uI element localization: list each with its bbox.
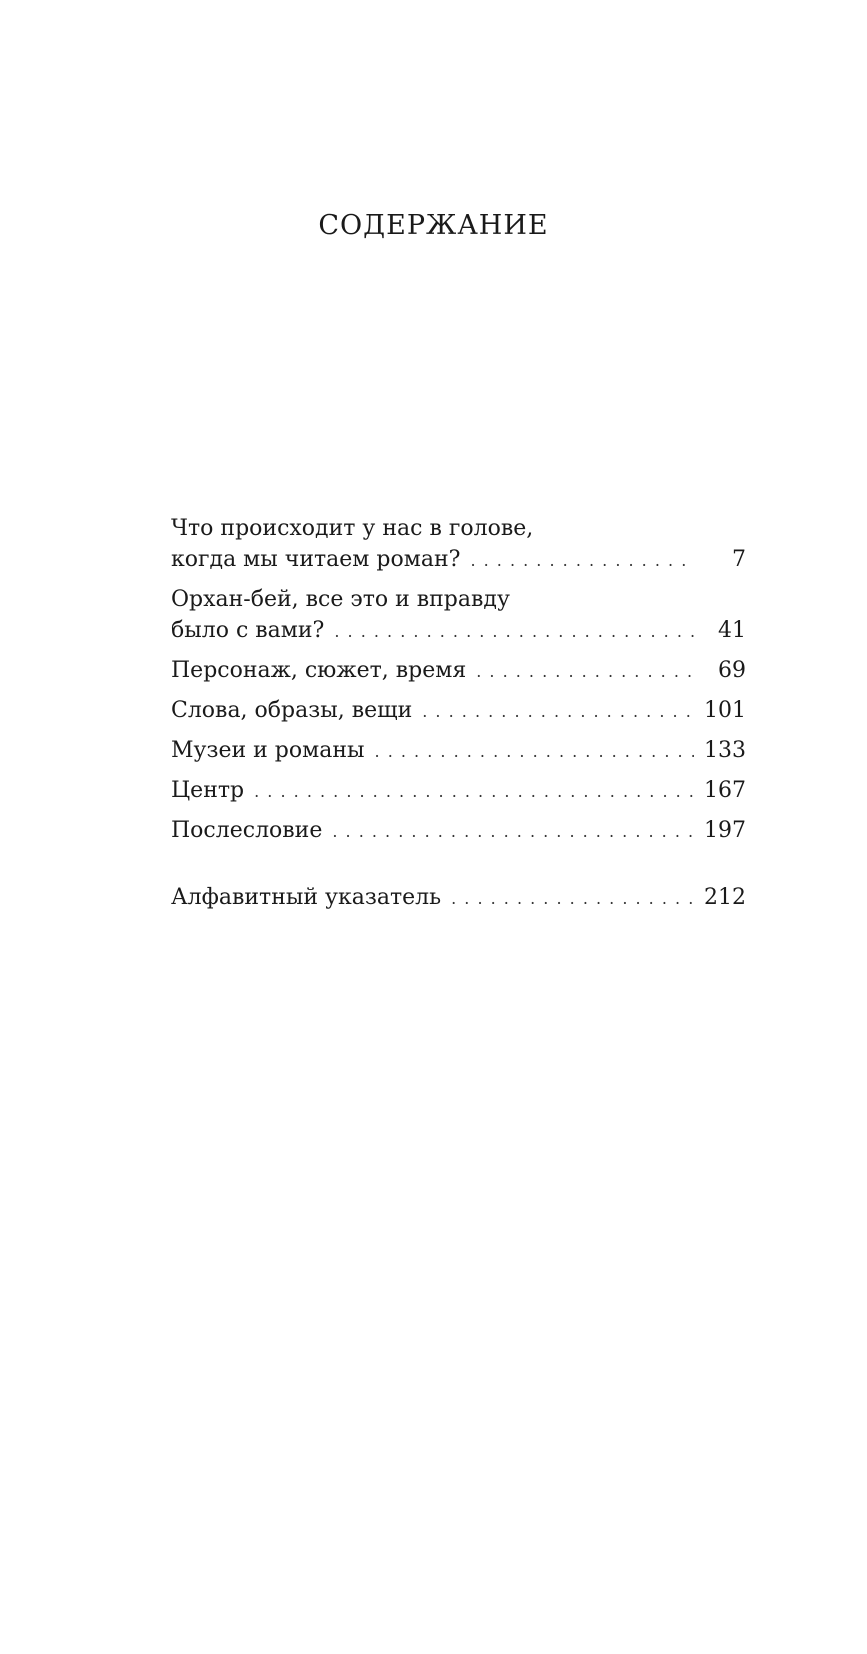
dot-leader [334,616,694,647]
dot-leader [375,736,694,767]
dot-leader [422,696,694,727]
toc-page-number: 41 [718,618,746,643]
table-of-contents [171,513,746,914]
toc-entry-title-line-2: было с вами? [171,618,325,643]
toc-entry[interactable] [171,735,746,767]
toc-entry[interactable] [171,882,746,914]
toc-page-number: 197 [704,818,746,843]
page-title: СОДЕРЖАНИЕ [318,210,549,241]
dot-leader [451,883,694,914]
toc-entry-title-line-1: Что происходит у нас в голове, [171,516,534,541]
toc-entry[interactable] [171,584,746,647]
toc-page-number: 167 [704,778,746,803]
toc-page-number: 101 [704,698,746,723]
toc-entry-title-line-2: когда мы читаем роман? [171,547,461,572]
toc-entry-title: Слова, образы, вещи [171,698,413,723]
toc-page-number: 133 [704,738,746,763]
toc-entry-title: Персонаж, сюжет, время [171,658,467,683]
toc-entry[interactable] [171,815,746,847]
toc-entry-title: Алфавитный указатель [171,885,442,910]
dot-leader [470,545,694,576]
toc-page-number: 212 [704,885,746,910]
toc-entry[interactable] [171,513,746,576]
toc-entry[interactable] [171,775,746,807]
toc-page-number: 69 [718,658,746,683]
dot-leader [254,776,694,807]
toc-entry-title: Центр [171,778,245,803]
toc-entry-title: Музеи и романы [171,738,365,763]
dot-leader [476,656,694,687]
dot-leader [332,816,694,847]
toc-entry-title-line-1: Орхан-бей, все это и вправду [171,587,510,612]
toc-entry-title: Послесловие [171,818,323,843]
toc-entry[interactable] [171,695,746,727]
toc-entry[interactable] [171,655,746,687]
toc-page-number: 7 [732,547,746,572]
